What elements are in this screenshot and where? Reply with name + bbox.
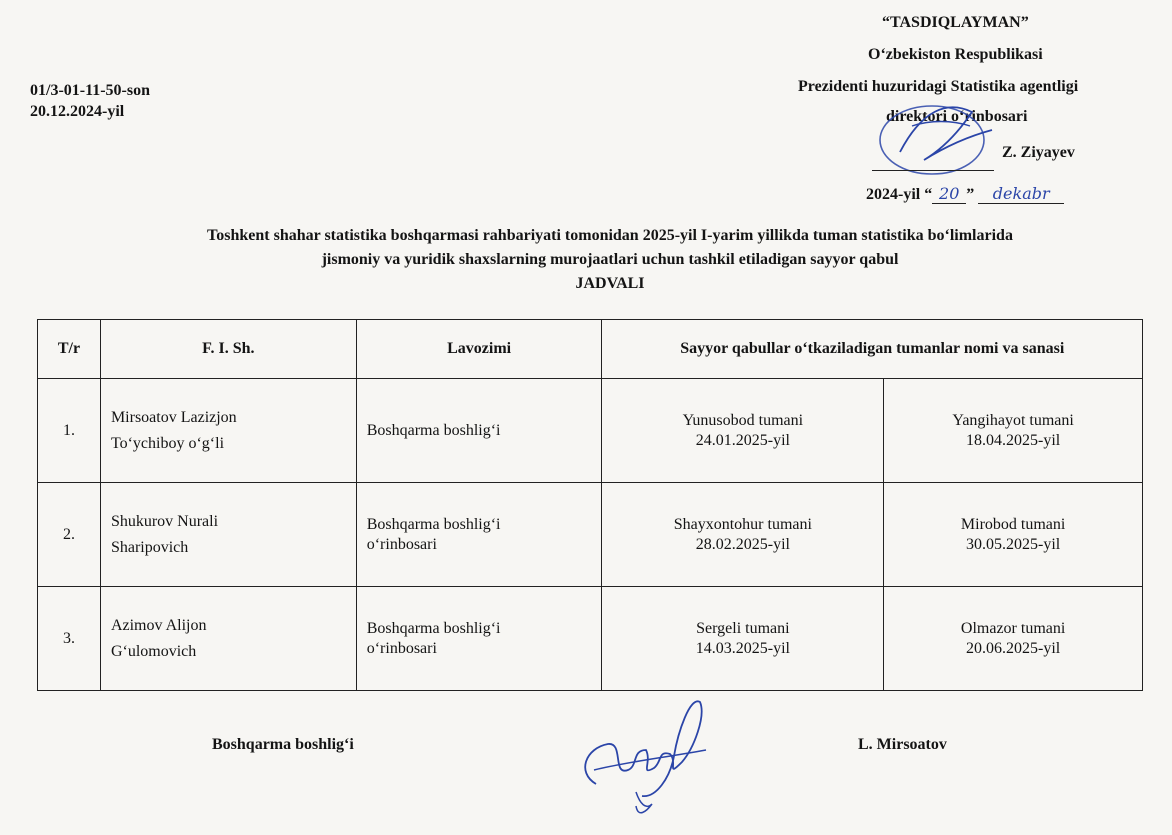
table-header-row	[38, 320, 1143, 379]
position-line1: Boshqarma boshlig‘i	[366, 421, 501, 439]
visit1-district: Shayxontohur tumani	[673, 515, 812, 533]
document-title	[60, 224, 1160, 296]
approval-signatory: Z. Ziyayev	[1002, 144, 1075, 161]
visit1-date: 28.02.2025-yil	[695, 535, 790, 553]
footer-name: L. Mirsoatov	[858, 736, 947, 753]
reference-number: 01/3-01-11-50-son	[30, 82, 150, 99]
position-line1: Boshqarma boshlig‘i	[366, 515, 501, 533]
footer-signature-graphic	[566, 692, 716, 822]
schedule-table	[37, 319, 1143, 691]
approval-signature-line	[872, 170, 994, 171]
name-line1: Azimov Alijon	[110, 616, 207, 634]
name-line2: Sharipovich	[110, 538, 189, 556]
visit2-date: 30.05.2025-yil	[966, 535, 1061, 553]
header-name: F. I. Sh.	[100, 320, 356, 379]
name-line2: To‘ychiboy o‘g‘li	[110, 434, 225, 452]
approval-date-prefix: 2024-yil “	[866, 186, 933, 203]
visit2-district: Yangihayot tumani	[952, 411, 1074, 429]
row-visit1	[602, 587, 884, 691]
header-num: T/r	[38, 320, 101, 379]
visit1-date: 24.01.2025-yil	[695, 431, 790, 449]
document-reference	[30, 80, 150, 122]
approval-date-month: dekabr	[978, 184, 1064, 204]
row-num: 1.	[38, 379, 101, 483]
visit1-district: Sergeli tumani	[696, 619, 790, 637]
title-line2: jismoniy va yuridik shaxslarning murojaatlari uchun tashkil etiladigan sayyor qabul	[321, 251, 899, 268]
row-visit2	[884, 379, 1143, 483]
row-num: 3.	[38, 587, 101, 691]
position-line2: o‘rinbosari	[366, 639, 437, 657]
header-schedule: Sayyor qabullar o‘tkaziladigan tumanlar nomi va sanasi	[602, 320, 1143, 379]
approval-date-day: 20	[932, 184, 966, 204]
visit2-date: 18.04.2025-yil	[966, 431, 1061, 449]
position-line2: o‘rinbosari	[366, 535, 437, 553]
row-visit1	[602, 379, 884, 483]
approval-block	[760, 12, 1165, 212]
name-line1: Shukurov Nurali	[110, 512, 219, 530]
approval-date-quote-close: ”	[966, 186, 975, 203]
approval-signature-graphic	[852, 90, 1022, 182]
approval-org-line1: O‘zbekiston Respublikasi	[868, 46, 1043, 63]
row-position	[356, 379, 602, 483]
footer-position: Boshqarma boshlig‘i	[212, 736, 354, 753]
row-name	[100, 483, 356, 587]
table-row	[38, 587, 1143, 691]
row-num: 2.	[38, 483, 101, 587]
row-position	[356, 483, 602, 587]
header-position: Lavozimi	[356, 320, 602, 379]
row-name	[100, 587, 356, 691]
position-line1: Boshqarma boshlig‘i	[366, 619, 501, 637]
title-line3: JADVALI	[575, 275, 645, 292]
approval-org-line3: direktori o‘rinbosari	[886, 108, 1028, 125]
approval-org-line2: Prezidenti huzuridagi Statistika agentligi	[798, 78, 1079, 95]
approval-date	[866, 184, 1064, 204]
visit1-date: 14.03.2025-yil	[695, 639, 790, 657]
visit1-district: Yunusobod tumani	[682, 411, 804, 429]
row-position	[356, 587, 602, 691]
reference-date: 20.12.2024-yil	[30, 103, 125, 120]
row-name	[100, 379, 356, 483]
name-line2: G‘ulomovich	[110, 642, 197, 660]
row-visit1	[602, 483, 884, 587]
visit2-date: 20.06.2025-yil	[966, 639, 1061, 657]
title-line1: Toshkent shahar statistika boshqarmasi rahbariyati tomonidan 2025-yil I-yarim yillikda tuman statistika bo‘limlarida	[207, 227, 1013, 244]
row-visit2	[884, 483, 1143, 587]
visit2-district: Mirobod tumani	[960, 515, 1066, 533]
name-line1: Mirsoatov Lazizjon	[110, 408, 237, 426]
row-visit2	[884, 587, 1143, 691]
table-row	[38, 483, 1143, 587]
table-row	[38, 379, 1143, 483]
approval-heading: “TASDIQLAYMAN”	[882, 14, 1029, 31]
visit2-district: Olmazor tumani	[960, 619, 1066, 637]
